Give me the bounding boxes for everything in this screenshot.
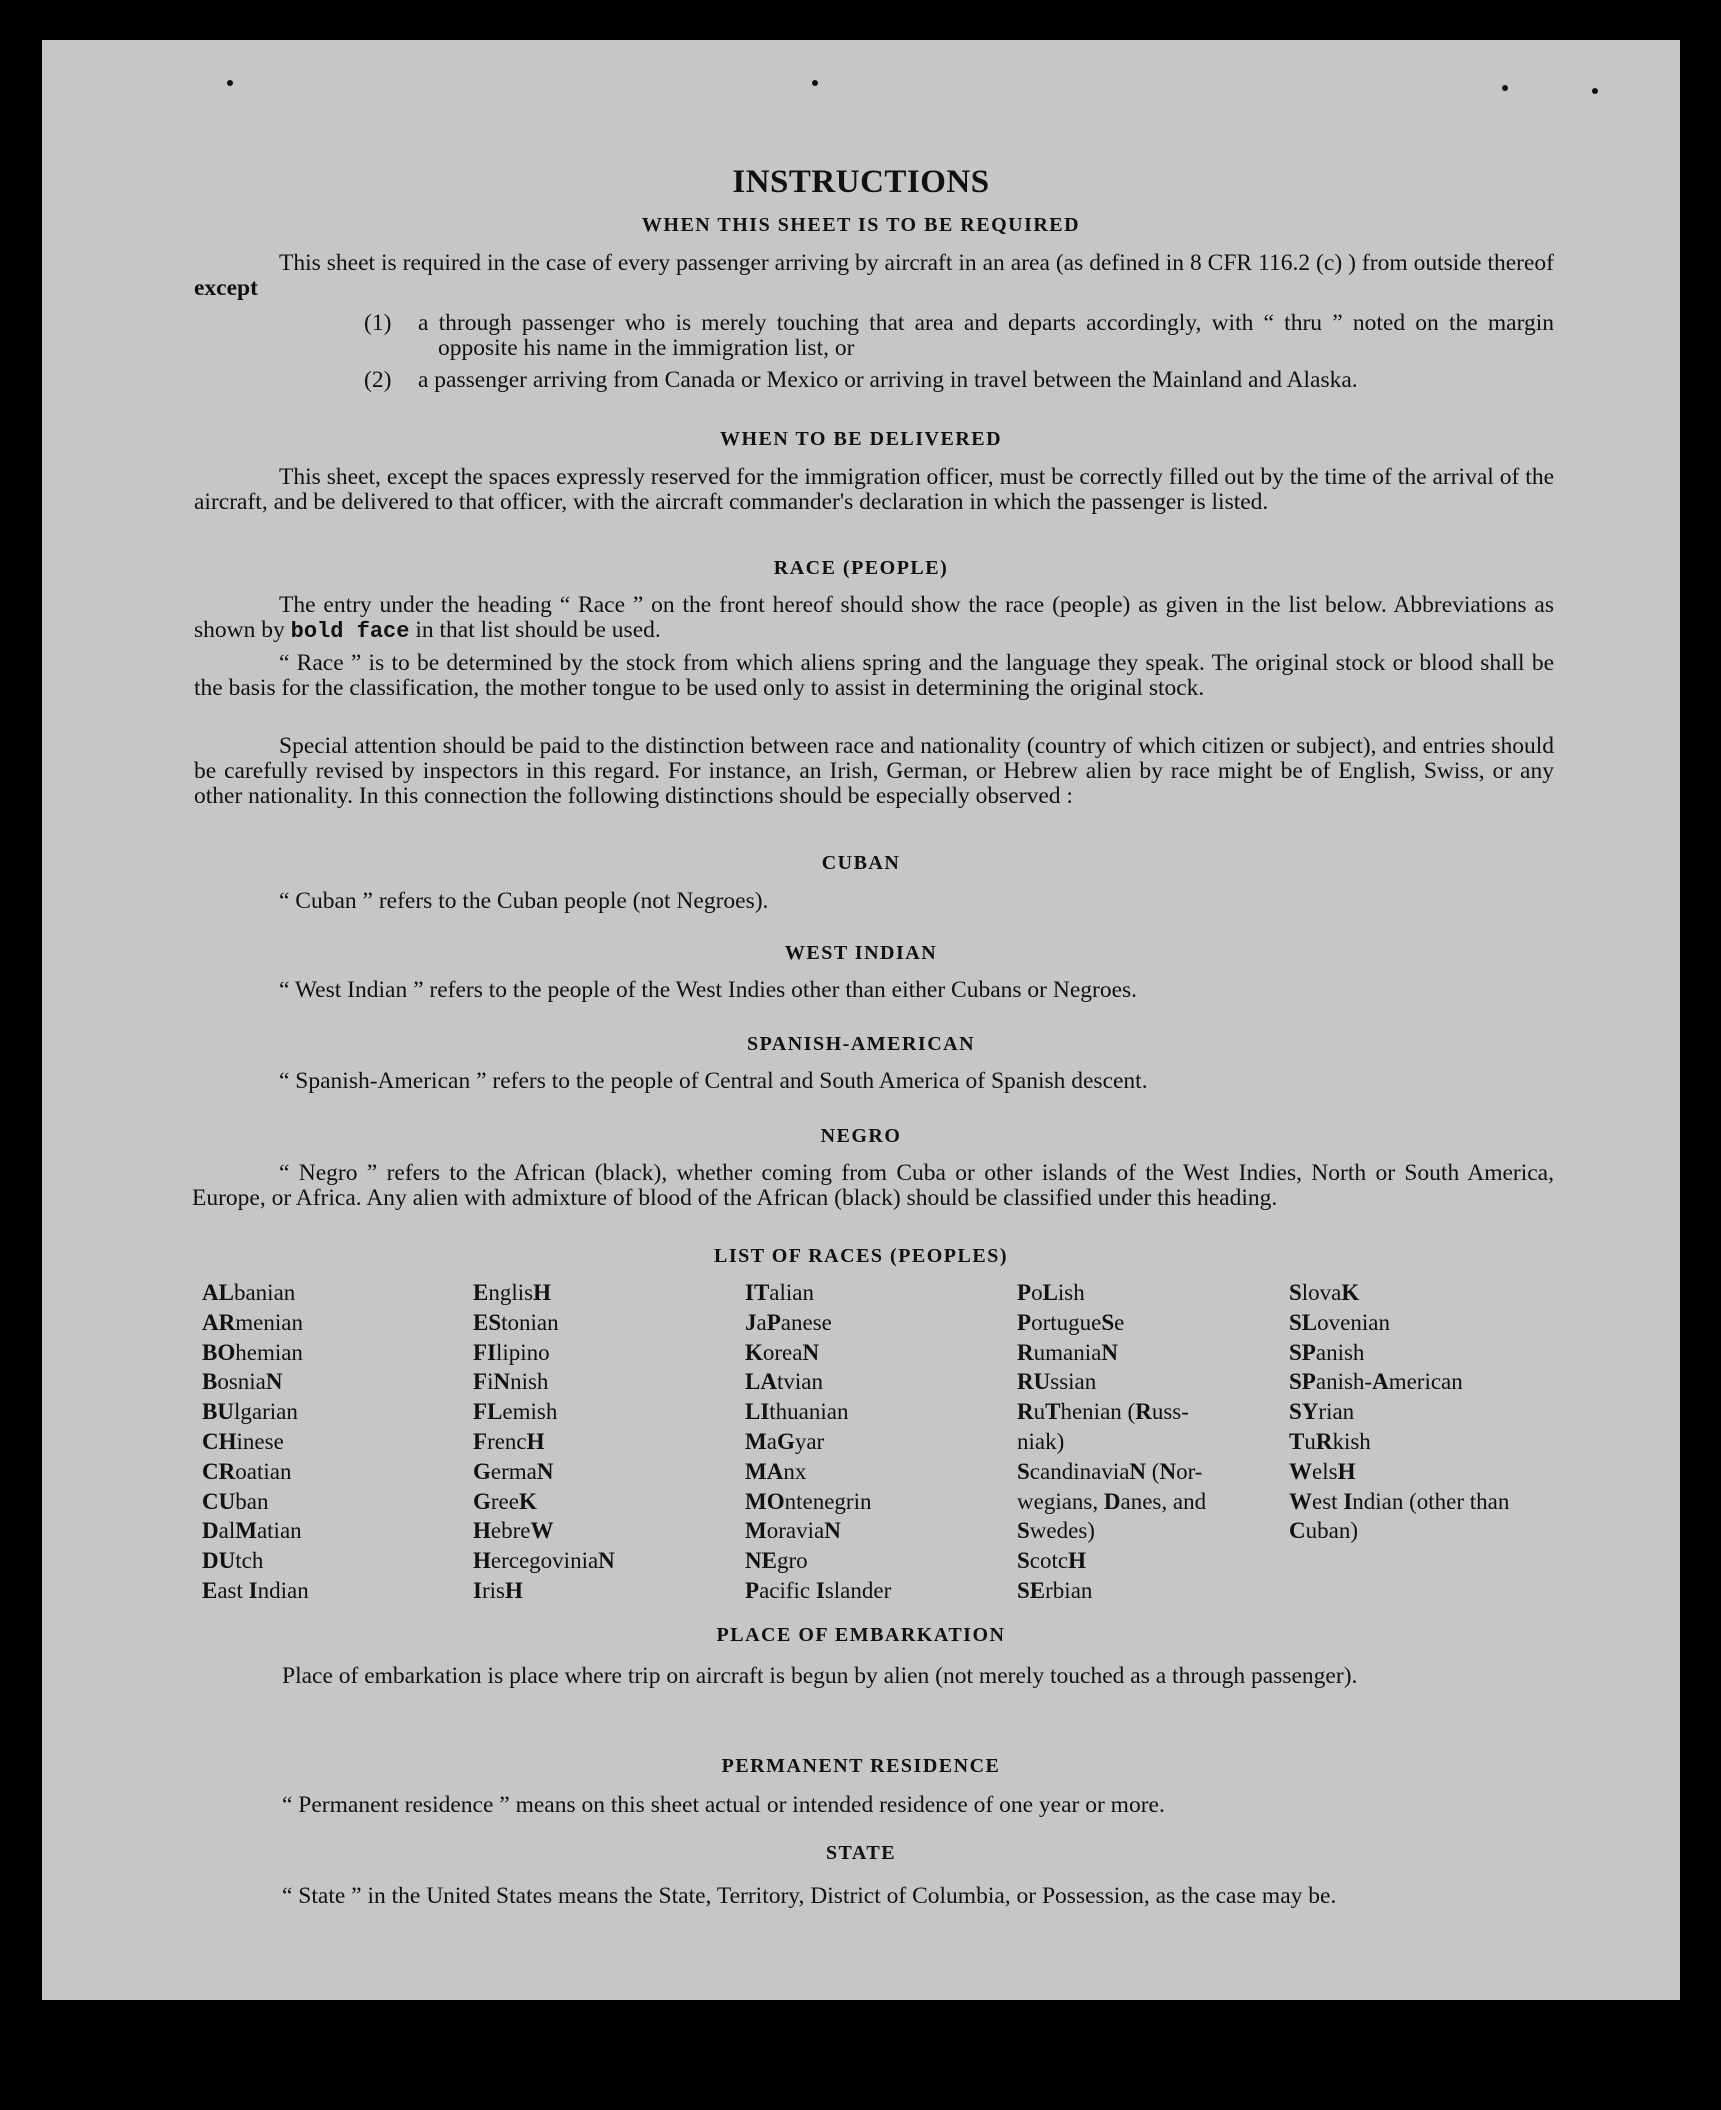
list-item-exception-1: a through passenger who is merely touching that area and departs accordingly, with “ thru ” noted on the margin opposite his name in the immigration list, or <box>418 310 1554 361</box>
race-entry: SLovenian <box>1289 1309 1390 1335</box>
race-entry: GreeK <box>473 1488 537 1514</box>
race-entry: ITalian <box>745 1280 814 1305</box>
race-entry: LIthuanian <box>745 1399 849 1425</box>
race-entry: ScandinaviaN (Nor-wegians, Danes, and Swedes) <box>1017 1458 1207 1544</box>
heading-negro: NEGRO <box>820 1125 902 1147</box>
race-entry: EnglisH <box>473 1280 551 1305</box>
race-entry: ScotcH <box>1017 1548 1086 1574</box>
paragraph-spanish-american: “ Spanish-American ” refers to the people of Central and South America of Spanish descent. <box>279 1068 1148 1094</box>
paragraph-embarkation: Place of embarkation is place where trip on aircraft is begun by alien (not merely touched as a through passenger). <box>282 1663 1358 1689</box>
race-entry: RuThenian (Russ-niak) <box>1017 1399 1189 1454</box>
race-entry: ALbanian <box>202 1280 296 1305</box>
heading-place-of-embarkation: PLACE OF EMBARKATION <box>716 1624 1006 1646</box>
race-entry: MoraviaN <box>745 1518 841 1544</box>
bold-face-label: bold face <box>290 619 410 644</box>
race-entry: EStonian <box>473 1309 559 1335</box>
race-entry: TuRkish <box>1289 1428 1371 1454</box>
scan-border <box>0 2000 1721 2110</box>
heading-race: RACE (PEOPLE) <box>773 557 949 579</box>
race-entry: FLemish <box>473 1399 558 1425</box>
heading-west-indian: WEST INDIAN <box>784 942 938 964</box>
race-entry: MaGyar <box>745 1428 825 1454</box>
race-entry: CUban <box>202 1488 269 1514</box>
race-entry: PortugueSe <box>1017 1309 1125 1335</box>
race-column <box>473 1278 723 1606</box>
paragraph-west-indian: “ West Indian ” refers to the people of the West Indies other than either Cubans or Negroes. <box>279 977 1138 1003</box>
race-entry: GermaN <box>473 1458 554 1484</box>
race-entry: BUlgarian <box>202 1399 298 1425</box>
race-entry: PoLish <box>1017 1280 1085 1305</box>
heading-spanish-american: SPANISH-AMERICAN <box>746 1033 976 1055</box>
paragraph-when-required <box>194 251 1554 301</box>
heading-when-required: WHEN THIS SHEET IS TO BE REQUIRED <box>641 214 1081 236</box>
race-entry: SlovaK <box>1289 1280 1360 1305</box>
heading-cuban: CUBAN <box>821 852 901 874</box>
punch-mark <box>1502 85 1508 91</box>
race-entry: IrisH <box>473 1577 523 1603</box>
race-entry: BOhemian <box>202 1339 303 1365</box>
race-entry: CHinese <box>202 1428 284 1454</box>
punch-mark <box>812 80 818 86</box>
race-entry: KoreaN <box>745 1339 820 1365</box>
page-title: INSTRUCTIONS <box>732 164 990 200</box>
race-entry: RumaniaN <box>1017 1339 1118 1365</box>
when-required-text: This sheet is required in the case of every passenger arriving by aircraft in an area (as defined in 8 CFR 116.2 (c) ) from outside thereof <box>279 250 1554 276</box>
race-entry: RUssian <box>1017 1369 1097 1395</box>
paragraph-race-1 <box>194 593 1554 644</box>
race-entry: FrencH <box>473 1428 545 1454</box>
race-entry: HercegoviniaN <box>473 1548 615 1574</box>
list-item-number: (1) <box>364 310 392 336</box>
heading-when-delivered: WHEN TO BE DELIVERED <box>719 428 1003 450</box>
race-entry: LAtvian <box>745 1369 823 1395</box>
race-entry: East Indian <box>202 1577 309 1603</box>
race-entry: Pacific Islander <box>745 1577 892 1603</box>
race-entry: WelsH <box>1289 1458 1356 1484</box>
race-entry: NEgro <box>745 1548 808 1574</box>
race-entry: DUtch <box>202 1548 264 1574</box>
paragraph-negro: “ Negro ” refers to the African (black), whether coming from Cuba or other islands of the West Indies, North or South America, Europe, or Africa. Any alien with admixture of blood of the African (black) should be classified under this heading. <box>192 1160 1554 1211</box>
race-entry: FiNnish <box>473 1369 549 1395</box>
race-column <box>1289 1278 1559 1546</box>
heading-list-of-races: LIST OF RACES (PEOPLES) <box>713 1245 1008 1267</box>
race-entry: MOntenegrin <box>745 1488 872 1514</box>
race-text: The entry under the heading “ Race ” on the front hereof should show the race (people) as given in the list below. Abbreviations as shown by <box>194 592 1554 643</box>
paragraph-state: “ State ” in the United States means the State, Territory, District of Columbia, or Possession, as the case may be. <box>282 1883 1337 1909</box>
race-entry: JaPanese <box>745 1309 832 1335</box>
race-entry: SPanish-American <box>1289 1369 1463 1395</box>
race-entry: FIlipino <box>473 1339 550 1365</box>
race-column <box>1017 1278 1259 1606</box>
race-entry: SErbian <box>1017 1577 1093 1603</box>
race-column <box>202 1278 442 1606</box>
race-entry: DalMatian <box>202 1518 302 1544</box>
list-item-exception-2: a passenger arriving from Canada or Mexico or arriving in travel between the Mainland and Alaska. <box>418 367 1358 393</box>
list-item-number: (2) <box>364 367 392 393</box>
race-entry: SPanish <box>1289 1339 1365 1365</box>
punch-mark <box>227 80 233 86</box>
punch-mark <box>1592 88 1598 94</box>
heading-state: STATE <box>825 1842 897 1864</box>
document-page <box>42 40 1680 2000</box>
race-entry: SYrian <box>1289 1399 1355 1425</box>
race-entry: HebreW <box>473 1518 554 1544</box>
except-label: except <box>194 275 258 301</box>
paragraph-when-delivered: This sheet, except the spaces expressly reserved for the immigration officer, must be correctly filled out by the time of the arrival of the aircraft, and be delivered to that officer, with the aircraft commander's declaration in which the passenger is listed. <box>194 464 1554 515</box>
race-entry: BosniaN <box>202 1369 283 1395</box>
heading-permanent-residence: PERMANENT RESIDENCE <box>721 1755 1001 1777</box>
race-entry: CRoatian <box>202 1458 292 1484</box>
race-column <box>745 1278 995 1606</box>
paragraph-race-3: Special attention should be paid to the distinction between race and nationality (country of which citizen or subject), and entries should be carefully revised by inspectors in this regard. For instance, an Irish, German, or Hebrew alien by race might be of English, Swiss, or any other nationality. In this connection the following distinctions should be especially observed : <box>194 733 1554 809</box>
race-entry: ARmenian <box>202 1309 303 1335</box>
paragraph-race-2: “ Race ” is to be determined by the stock from which aliens spring and the language they speak. The original stock or blood shall be the basis for the classification, the mother tongue to be used only to assist in determining the original stock. <box>194 650 1554 701</box>
paragraph-residence: “ Permanent residence ” means on this sheet actual or intended residence of one year or more. <box>282 1792 1165 1818</box>
race-entry: MAnx <box>745 1458 807 1484</box>
race-entry: West Indian (other than Cuban) <box>1289 1488 1510 1544</box>
paragraph-cuban: “ Cuban ” refers to the Cuban people (not Negroes). <box>279 888 769 914</box>
race-text: in that list should be used. <box>409 617 661 643</box>
